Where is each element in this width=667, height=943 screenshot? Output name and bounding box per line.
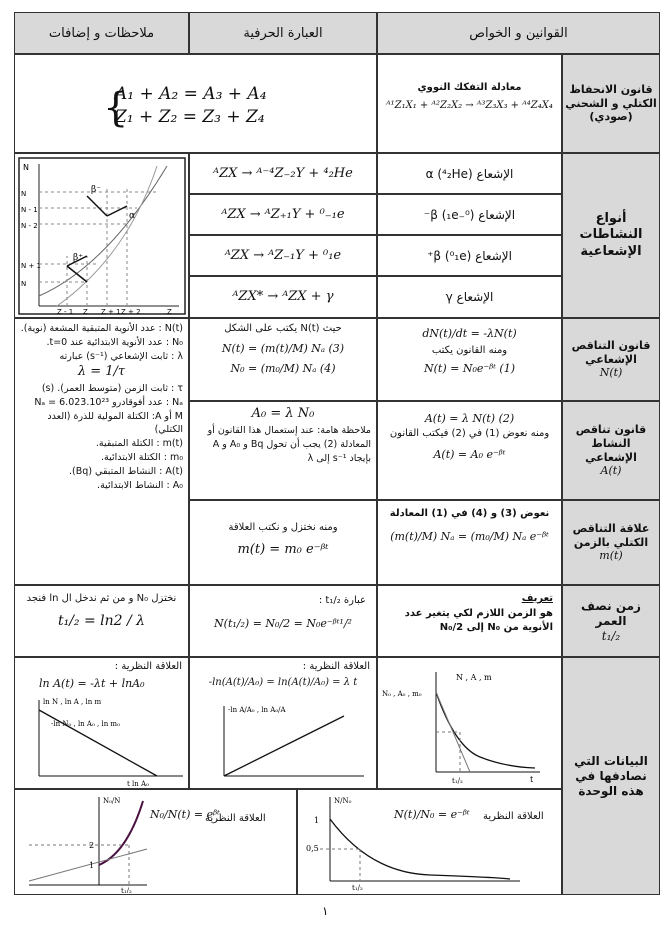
half-life-note-text: نختزل N₀ و من ثم ندخل ال ln فنجد [26,593,177,604]
half-life-lit-eq: N(t₁/₂) = N₀/2 = N₀e⁻ᵝᵗ¹/² [214,616,352,630]
nuclide-diagram-cell [14,153,189,318]
mass-decay-lit-eq: m(t) = m₀ e⁻ᵝᵗ [237,541,329,557]
note-a0: A₀ : النشاط الابتدائية. [97,479,183,491]
exp-decay-tick-half: 0,5 [306,844,319,853]
gamma-eq-cell [189,276,377,318]
ratio-log-graph-y-label: -ln A/A₀ , ln A₀/A [228,706,286,714]
alpha-equation: ᴬZX → ᴬ⁻⁴Z₋₂Y + ⁴₂He [213,166,353,181]
alpha-law: الإشعاع (⁴₂He) α [425,167,514,181]
mass-decay-law-text: نعوض (3) و (4) في (1) المعادلة [389,508,550,519]
diagram-label-z-axis: Z [167,308,172,316]
activity-a0-eq: A₀ = λ N₀ [251,406,315,421]
ratio-log-graph-title: العلاقة النظرية : [302,661,370,672]
beta-minus-law: الإشعاع (⁰₋₁e) β⁻ [423,208,516,222]
decay-nuclei-diff-eq: dN(t)/dt = -λN(t) [422,327,517,340]
exp-growth-tick-2: 2 [89,841,95,850]
diagram-label-beta-minus: β⁻ [91,185,101,195]
note-lambda: λ : ثابت الإشعاعي (s⁻¹) عبارته [59,350,183,362]
exp-growth-eq: N₀/N(t) = eᵝᵗ [150,808,220,821]
gamma-law: الإشعاع γ [445,290,494,304]
diagram-label-beta-plus: β⁺ [73,253,83,263]
half-life-literal-cell [189,585,377,657]
half-life-notes-cell [14,585,189,657]
exp-decay-eq: N(t)/N₀ = e⁻ᵝᵗ [394,808,470,821]
decay-activity-literal-cell [189,401,377,500]
ratio-log-graph-eq: -ln(A(t)/A₀) = ln(A(t)/A₀) = λ t [208,676,358,688]
beta-minus-equation: ᴬZX → ᴬZ₊₁Y + ⁰₋₁e [221,207,345,222]
decay-curve-t-label: t [530,775,534,784]
diagram-label-z1: Z - 1 [57,308,74,316]
alpha-law-cell [377,153,562,194]
beta-plus-law-cell [377,235,562,276]
gamma-law-cell [377,276,562,318]
log-graph-title: العلاقة النظرية : [114,661,182,672]
decay-activity-title: قانون تناقص النشاط الإشعاعي A(t) [562,401,660,500]
note-avogadro: Nₐ : عدد أفوقادرو Nₐ = 6.023.10²³ [34,396,183,408]
beta-minus-eq-cell [189,194,377,235]
diagram-label-z4: Z + 2 [121,308,141,316]
log-graph-cell [14,657,189,789]
half-life-formula: t₁/₂ = ln2 / λ [57,612,146,629]
decay-curve-half-life-label: t₁/₂ [452,777,463,785]
exp-decay-title: العلاقة النظرية [483,811,544,822]
conservation-charge-eq: Z₁ + Z₂ = Z₃ + Z₄ [115,106,265,127]
exp-growth-graph [19,793,149,893]
decay-nuclei-law-cell [377,318,562,401]
mass-decay-title: علاقة التناقص الكتلي بالزمن m(t) [562,500,660,585]
decay-curve-y-label: N , A , m [456,673,492,682]
exp-decay-graph-cell [297,789,562,895]
decay-nuclei-law-eq: N(t) = N₀e⁻ᵝᵗ (1) [424,361,515,375]
decay-nuclei-lit-eq3: N(t) = (m(t)/M) Nₐ (3) [221,341,345,355]
log-graph-y-axis-label: ln N , ln A , ln m [43,698,102,706]
activity-law-final-eq: A(t) = A₀ e⁻ᵝᵗ [433,447,506,461]
note-n-t: N(t) : عدد الأنوية المتبقية المشعة (نوية). [20,323,183,334]
note-molar-mass: M أو A: الكتلة المولية للذرة (العدد الكتلي) [47,410,183,436]
alpha-eq-cell [189,153,377,194]
half-life-definition: هو الزمن اللازم لكي يتغير عدد الأنوية من N₀ إلى N₀/2 [404,607,553,633]
exp-growth-y-label: N₀/N [103,797,121,805]
mass-decay-literal-cell [189,500,377,585]
exp-growth-x-label: t₁/₂ [121,887,132,893]
ratio-log-graph [194,696,374,786]
diagram-label-n-axis: N [23,163,29,172]
decay-nuclei-lit-eq4: N₀ = (m₀/M) Nₐ (4) [230,361,336,375]
note-a-t: A(t) : النشاط المتبقي (Bq). [69,465,183,477]
header-notes: ملاحظات و إضافات [14,12,189,54]
half-life-lit-label: عبارة t₁/₂ : [318,595,366,606]
conservation-equation: ᴬ¹Z₁X₁ + ᴬ²Z₂X₂ → ᴬ³Z₃X₃ + ᴬ⁴Z₄X₄ [386,99,553,111]
note-m-t: m(t) : الكتلة المتبقية. [95,438,183,450]
diagram-label-n4: N + 1 [21,262,42,270]
diagram-label-n2: N - 1 [21,206,38,214]
decay-curve-cell [377,657,562,789]
activity-important-note: ملاحظة هامة: عند إستعمال هذا القانون أو المعادلة (2) يجب أن تحول Bq و A₀ و A بإيجاد s⁻¹ إلى λ [207,425,371,464]
note-m0: m₀ : الكتلة الابتدائية. [100,451,183,463]
decay-nuclei-law-text: ومنه القانون يكتب [431,345,508,356]
graphs-title: البيانات التي نصادفها في هذه الوحدة [562,657,660,895]
decay-nuclei-title: قانون التناقص الإشعاعي N(t) [562,318,660,401]
conservation-system-cell: { A₁ + A₂ = A₃ + A₄ Z₁ + Z₂ = Z₃ + Z₄ [14,54,377,153]
exp-growth-title: العلاقة النظرية [205,813,266,824]
beta-plus-equation: ᴬZX → ᴬZ₋₁Y + ⁰₁e [224,248,342,263]
page-number: ١ [322,904,329,918]
beta-plus-law: الإشعاع (⁰₁e) β⁺ [427,249,512,263]
exp-growth-tick-1: 1 [89,861,95,870]
beta-minus-law-cell [377,194,562,235]
activity-law-text: ومنه نعوض (1) في (2) فيكتب القانون [389,428,550,439]
header-laws: القوانين و الخواص [377,12,660,54]
note-tau: τ : ثابت الزمن (متوسط العمر). (s) [41,383,183,395]
decay-nuclei-literal-cell [189,318,377,401]
conservation-mass-eq: A₁ + A₂ = A₃ + A₄ [115,84,267,104]
conservation-law-cell [377,54,562,153]
ratio-log-graph-cell [189,657,377,789]
note-n0: N₀ : عدد الأنوية الابتدائية عند t=0. [46,336,183,348]
decay-notes-cell [14,318,189,585]
exp-decay-tick-1: 1 [314,816,320,825]
decay-curve-y0-label: N₀ , A₀ , m₀ [382,690,422,698]
exp-growth-graph-cell [14,789,297,895]
decay-curve-graph [380,662,560,787]
half-life-definition-label: تعريف [521,593,553,604]
diagram-label-n5: N [21,280,27,288]
header-literal: العبارة الحرفية [189,12,377,54]
exp-decay-y-label: N/N₀ [334,797,352,805]
log-graph-x-label: t ln A₀ [127,780,149,786]
types-title: أنواع النشاطات الإشعاعية [562,153,660,318]
decay-nuclei-lit-intro: حيث N(t) يكتب على الشكل [224,323,342,334]
note-lambda-formula: λ = 1/τ [77,364,126,380]
beta-plus-eq-cell [189,235,377,276]
nuclide-chart-diagram [17,156,187,316]
diagram-label-n1: N [21,190,27,198]
mass-decay-law-cell [377,500,562,585]
log-graph-eq: ln A(t) = -λt + lnA₀ [39,676,145,690]
mass-decay-lit-text: ومنه نختزل و نكتب العلاقة [228,522,338,533]
decay-activity-law-cell [377,401,562,500]
half-life-title: زمن نصف العمر t₁/₂ [562,585,660,657]
exp-decay-x-label: t₁/₂ [352,884,363,892]
diagram-label-n3: N - 2 [21,222,38,230]
conservation-title: قانون الانحفاظ الكتلي و الشحني (صودي) [562,54,660,153]
gamma-equation: ᴬZX* → ᴬZX + γ [232,289,334,304]
half-life-law-cell [377,585,562,657]
diagram-label-z3: Z + 1 [101,308,121,316]
log-graph-intercept-label: -ln N₀ , ln A₀ , ln m₀ [51,720,120,728]
diagram-label-alpha: α [129,211,136,221]
diagram-label-z2: Z [83,308,88,316]
conservation-label: معادلة التفكك النووي [417,82,522,93]
activity-law-eq: A(t) = λ N(t) (2) [424,412,515,425]
exp-decay-graph [300,793,560,893]
log-decay-graph [17,696,187,786]
mass-decay-law-eq: (m(t)/M) Nₐ = (m₀/M) Nₐ e⁻ᵝᵗ [390,529,549,543]
